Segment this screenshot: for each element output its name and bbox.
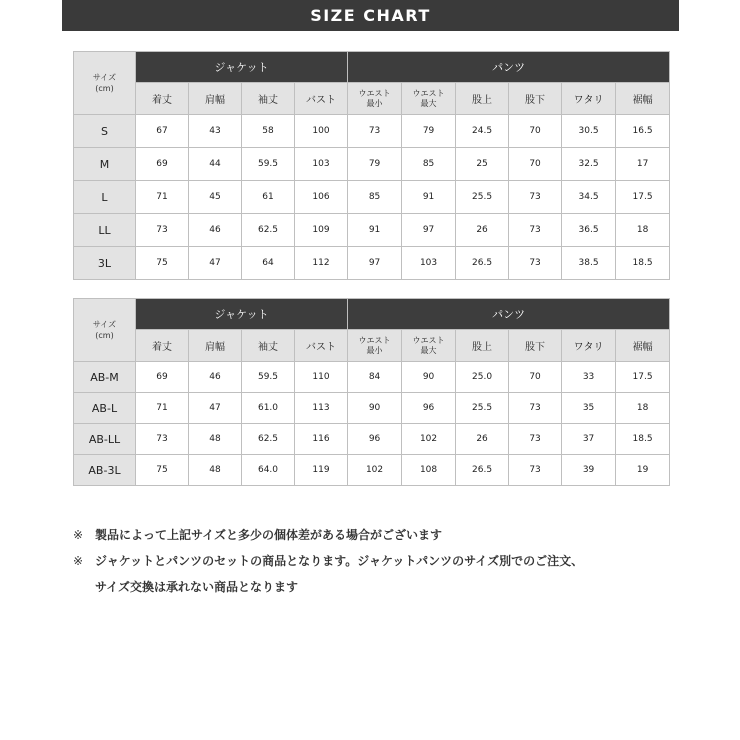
column-header-label: 最小 bbox=[366, 98, 383, 108]
table-cell: 61.0 bbox=[242, 393, 295, 424]
table-cell: 19 bbox=[616, 455, 670, 486]
table-cell: 37 bbox=[562, 424, 616, 455]
table-cell: 91 bbox=[348, 214, 402, 247]
table-cell: 67 bbox=[136, 115, 189, 148]
table-cell: 58 bbox=[242, 115, 295, 148]
column-header-label: ウエスト bbox=[358, 88, 391, 98]
table-cell: 109 bbox=[295, 214, 348, 247]
notes-section bbox=[73, 522, 673, 600]
table-cell: 113 bbox=[295, 393, 348, 424]
table-cell: 75 bbox=[136, 247, 189, 280]
table-row bbox=[74, 214, 670, 247]
column-header-label: ウエスト bbox=[412, 335, 445, 345]
column-header bbox=[242, 330, 295, 362]
table-row bbox=[74, 247, 670, 280]
size-label: S bbox=[74, 115, 136, 148]
column-header-label: 肩幅 bbox=[205, 342, 225, 353]
table-cell: 25.5 bbox=[456, 393, 509, 424]
column-header-label: 着丈 bbox=[152, 95, 172, 106]
table-cell: 26 bbox=[456, 424, 509, 455]
table-cell: 73 bbox=[509, 247, 562, 280]
size-table-standard bbox=[73, 51, 670, 280]
column-header-label: 袖丈 bbox=[258, 95, 278, 106]
table-cell: 64.0 bbox=[242, 455, 295, 486]
note-mark: ※ bbox=[73, 528, 84, 542]
table-cell: 62.5 bbox=[242, 214, 295, 247]
column-header bbox=[189, 330, 242, 362]
table-cell: 25 bbox=[456, 148, 509, 181]
table-cell: 30.5 bbox=[562, 115, 616, 148]
table-cell: 59.5 bbox=[242, 362, 295, 393]
table-cell: 102 bbox=[348, 455, 402, 486]
table-cell: 24.5 bbox=[456, 115, 509, 148]
pants-group-header: パンツ bbox=[348, 299, 670, 330]
column-header bbox=[562, 83, 616, 115]
column-header-label: ウエスト bbox=[412, 88, 445, 98]
column-header-label: 裾幅 bbox=[632, 342, 653, 353]
table-cell: 102 bbox=[402, 424, 456, 455]
column-header bbox=[616, 330, 670, 362]
table-cell: 73 bbox=[136, 214, 189, 247]
table-cell: 119 bbox=[295, 455, 348, 486]
table-cell: 59.5 bbox=[242, 148, 295, 181]
table-cell: 116 bbox=[295, 424, 348, 455]
table-cell: 62.5 bbox=[242, 424, 295, 455]
table-cell: 26 bbox=[456, 214, 509, 247]
table-cell: 39 bbox=[562, 455, 616, 486]
table-cell: 18 bbox=[616, 393, 670, 424]
table-cell: 44 bbox=[189, 148, 242, 181]
size-label: AB-LL bbox=[74, 424, 136, 455]
table-cell: 73 bbox=[509, 424, 562, 455]
table-cell: 73 bbox=[136, 424, 189, 455]
table-cell: 48 bbox=[189, 455, 242, 486]
table-cell: 97 bbox=[348, 247, 402, 280]
table-cell: 17.5 bbox=[616, 181, 670, 214]
corner-label-unit: (cm) bbox=[95, 331, 114, 340]
jacket-group-header: ジャケット bbox=[136, 299, 348, 330]
column-header bbox=[509, 83, 562, 115]
column-header bbox=[136, 330, 189, 362]
table-cell: 73 bbox=[509, 181, 562, 214]
table-cell: 26.5 bbox=[456, 247, 509, 280]
table-row bbox=[74, 424, 670, 455]
table-row bbox=[74, 148, 670, 181]
table-cell: 18 bbox=[616, 214, 670, 247]
column-header-label: 股下 bbox=[525, 342, 546, 353]
table-row bbox=[74, 181, 670, 214]
table-cell: 46 bbox=[189, 214, 242, 247]
column-header bbox=[348, 330, 402, 362]
note-item bbox=[73, 548, 673, 574]
column-header-label: 股上 bbox=[472, 342, 493, 353]
table-cell: 96 bbox=[348, 424, 402, 455]
table-row bbox=[74, 115, 670, 148]
column-header-label: 最大 bbox=[420, 98, 437, 108]
size-corner-header bbox=[74, 299, 136, 362]
table-row bbox=[74, 362, 670, 393]
column-header-label: 肩幅 bbox=[205, 95, 225, 106]
column-header-row bbox=[74, 330, 670, 362]
note-text-continued: サイズ交換は承れない商品となります bbox=[95, 580, 299, 594]
table-cell: 16.5 bbox=[616, 115, 670, 148]
table-cell: 32.5 bbox=[562, 148, 616, 181]
table-cell: 70 bbox=[509, 148, 562, 181]
table-cell: 70 bbox=[509, 115, 562, 148]
table-cell: 97 bbox=[402, 214, 456, 247]
table-cell: 73 bbox=[509, 214, 562, 247]
table-cell: 70 bbox=[509, 362, 562, 393]
column-header bbox=[242, 83, 295, 115]
note-text: 製品によって上記サイズと多少の個体差がある場合がございます bbox=[95, 528, 443, 542]
column-header-label: ワタリ bbox=[573, 95, 604, 106]
column-header-label: バスト bbox=[306, 342, 337, 353]
note-text: ジャケットとパンツのセットの商品となります。ジャケットパンツのサイズ別でのご注文、 bbox=[95, 554, 584, 568]
column-header bbox=[456, 83, 509, 115]
column-header-label: バスト bbox=[306, 95, 337, 106]
size-corner-header bbox=[74, 52, 136, 115]
column-header-label: ワタリ bbox=[573, 342, 604, 353]
table-cell: 71 bbox=[136, 181, 189, 214]
table-cell: 17 bbox=[616, 148, 670, 181]
column-header bbox=[136, 83, 189, 115]
corner-label-size: サイズ bbox=[92, 320, 117, 329]
column-header-row bbox=[74, 83, 670, 115]
table-cell: 25.0 bbox=[456, 362, 509, 393]
table-cell: 61 bbox=[242, 181, 295, 214]
size-label: M bbox=[74, 148, 136, 181]
jacket-group-header: ジャケット bbox=[136, 52, 348, 83]
corner-label-unit: (cm) bbox=[95, 84, 114, 93]
table-cell: 73 bbox=[348, 115, 402, 148]
table-cell: 90 bbox=[348, 393, 402, 424]
table-cell: 26.5 bbox=[456, 455, 509, 486]
column-header bbox=[295, 83, 348, 115]
table-cell: 34.5 bbox=[562, 181, 616, 214]
table-cell: 36.5 bbox=[562, 214, 616, 247]
size-table-ab bbox=[73, 298, 670, 486]
table-row bbox=[74, 455, 670, 486]
column-header bbox=[348, 83, 402, 115]
column-header bbox=[295, 330, 348, 362]
column-header-label: 最小 bbox=[366, 345, 383, 355]
table-cell: 73 bbox=[509, 455, 562, 486]
table-cell: 48 bbox=[189, 424, 242, 455]
table-cell: 38.5 bbox=[562, 247, 616, 280]
table-cell: 35 bbox=[562, 393, 616, 424]
table-cell: 33 bbox=[562, 362, 616, 393]
table-cell: 85 bbox=[348, 181, 402, 214]
table-cell: 47 bbox=[189, 393, 242, 424]
note-item bbox=[73, 522, 673, 548]
column-header bbox=[402, 330, 456, 362]
table-cell: 18.5 bbox=[616, 247, 670, 280]
table-cell: 79 bbox=[402, 115, 456, 148]
table-cell: 108 bbox=[402, 455, 456, 486]
size-chart-title: SIZE CHART bbox=[62, 0, 679, 31]
column-header-label: 裾幅 bbox=[632, 95, 653, 106]
column-header bbox=[189, 83, 242, 115]
table-cell: 69 bbox=[136, 148, 189, 181]
table-cell: 18.5 bbox=[616, 424, 670, 455]
table-cell: 64 bbox=[242, 247, 295, 280]
column-header-label: ウエスト bbox=[358, 335, 391, 345]
column-header-label: 最大 bbox=[420, 345, 437, 355]
table-cell: 71 bbox=[136, 393, 189, 424]
table-cell: 75 bbox=[136, 455, 189, 486]
size-label: AB-3L bbox=[74, 455, 136, 486]
column-header bbox=[509, 330, 562, 362]
table-cell: 43 bbox=[189, 115, 242, 148]
note-mark: ※ bbox=[73, 554, 84, 568]
table-cell: 69 bbox=[136, 362, 189, 393]
column-header-label: 股上 bbox=[472, 95, 493, 106]
size-label: 3L bbox=[74, 247, 136, 280]
column-header-label: 着丈 bbox=[152, 342, 172, 353]
corner-label-size: サイズ bbox=[92, 73, 117, 82]
column-header bbox=[456, 330, 509, 362]
table-cell: 110 bbox=[295, 362, 348, 393]
column-header-label: 股下 bbox=[525, 95, 546, 106]
table-cell: 73 bbox=[509, 393, 562, 424]
table-cell: 79 bbox=[348, 148, 402, 181]
table-cell: 17.5 bbox=[616, 362, 670, 393]
table-cell: 103 bbox=[295, 148, 348, 181]
table-cell: 100 bbox=[295, 115, 348, 148]
size-label: AB-M bbox=[74, 362, 136, 393]
table-cell: 85 bbox=[402, 148, 456, 181]
column-header-label: 袖丈 bbox=[258, 342, 278, 353]
column-header bbox=[562, 330, 616, 362]
size-label: L bbox=[74, 181, 136, 214]
table-cell: 96 bbox=[402, 393, 456, 424]
table-cell: 112 bbox=[295, 247, 348, 280]
table-cell: 106 bbox=[295, 181, 348, 214]
table-cell: 90 bbox=[402, 362, 456, 393]
table-cell: 47 bbox=[189, 247, 242, 280]
table-cell: 84 bbox=[348, 362, 402, 393]
pants-group-header: パンツ bbox=[348, 52, 670, 83]
table-cell: 25.5 bbox=[456, 181, 509, 214]
size-label: LL bbox=[74, 214, 136, 247]
table-row bbox=[74, 393, 670, 424]
column-header bbox=[402, 83, 456, 115]
size-label: AB-L bbox=[74, 393, 136, 424]
table-cell: 103 bbox=[402, 247, 456, 280]
table-cell: 45 bbox=[189, 181, 242, 214]
column-header bbox=[616, 83, 670, 115]
table-cell: 91 bbox=[402, 181, 456, 214]
table-cell: 46 bbox=[189, 362, 242, 393]
